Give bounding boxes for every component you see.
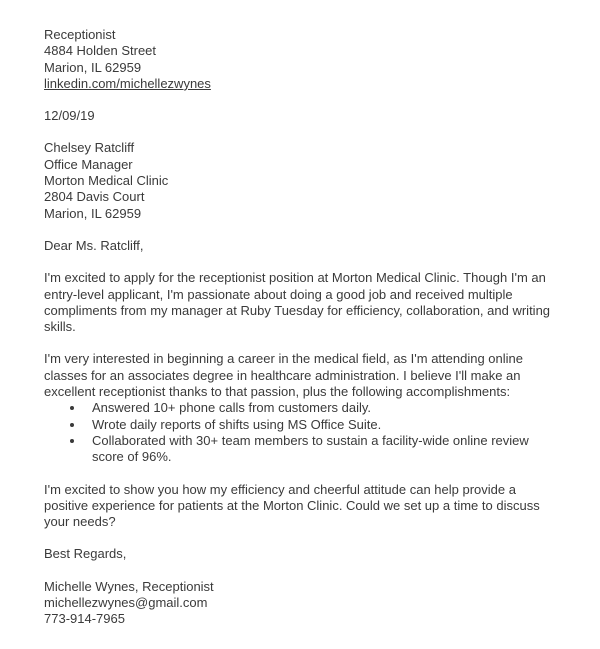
signature-email: michellezwynes@gmail.com <box>44 595 208 611</box>
sender-linkedin-link[interactable]: linkedin.com/michellezwynes <box>44 75 211 91</box>
signature-block <box>44 579 556 628</box>
list-item: • Wrote daily reports of shifts using MS Office Suite. <box>85 417 556 433</box>
list-item: • Collaborated with 30+ team members to sustain a facility-wide online review score of 96%. <box>85 433 556 466</box>
closing: Best Regards, <box>44 546 127 562</box>
recipient-city: Marion, IL 62959 <box>44 205 142 221</box>
accomplishments-list <box>44 400 556 465</box>
sender-block <box>44 27 556 92</box>
recipient-name: Chelsey Ratcliff <box>44 140 135 156</box>
paragraph-interest: I'm very interested in beginning a career in the medical field, as I'm attending online classes for an associates degree in healthcare administration. I believe I'll make an excellent receptionist thanks to that passion, plus the following accomplishments: <box>44 351 524 400</box>
sender-street: 4884 Holden Street <box>44 43 157 59</box>
paragraph-call-to-action: I'm excited to show you how my efficiency and cheerful attitude can help provide a positive experience for patients at the Morton Clinic. Could we set up a time to discuss your needs? <box>44 481 540 530</box>
recipient-block <box>44 140 556 221</box>
recipient-company: Morton Medical Clinic <box>44 173 169 189</box>
letter-date: 12/09/19 <box>44 108 95 124</box>
recipient-street: 2804 Davis Court <box>44 189 145 205</box>
sender-title: Receptionist <box>44 27 116 42</box>
salutation: Dear Ms. Ratcliff, <box>44 237 144 253</box>
sender-city: Marion, IL 62959 <box>44 59 142 75</box>
recipient-title: Office Manager <box>44 156 133 172</box>
list-item: • Answered 10+ phone calls from customers daily. <box>85 400 556 416</box>
signature-name: Michelle Wynes, Receptionist <box>44 578 214 594</box>
paragraph-intro: I'm excited to apply for the receptionist position at Morton Medical Clinic. Though I'm an entry-level applicant, I'm passionate about doing a good job and received multiple compliments from my manager at Ruby Tuesday for efficiency, collaboration, and writing skills. <box>44 270 551 335</box>
signature-phone: 773-914-7965 <box>44 611 125 627</box>
